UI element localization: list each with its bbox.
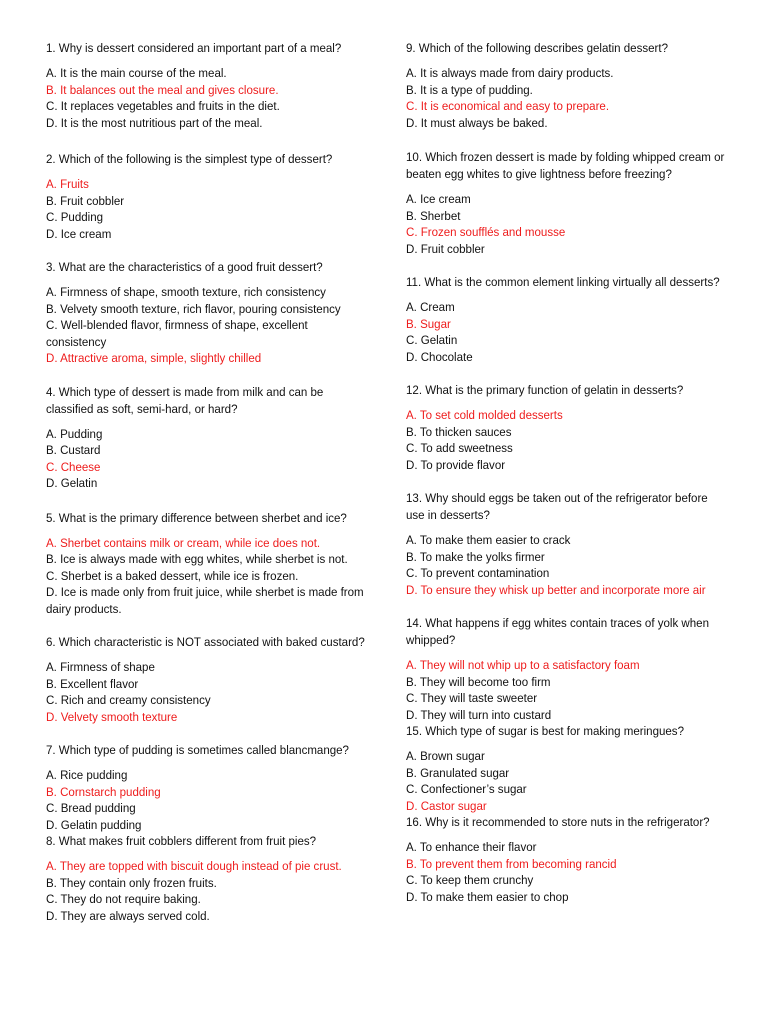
answer-option: C. Rich and creamy consistency (46, 693, 211, 707)
question-3 (46, 259, 364, 367)
answer-option-correct: A. Fruits (46, 177, 89, 191)
answer-option-correct: A. They will not whip up to a satisfactory foam (406, 658, 640, 672)
answer-option: C. They do not require baking. (46, 892, 201, 906)
question-text: 16. Why is it recommended to store nuts in the refrigerator? (406, 815, 710, 829)
question-11 (406, 274, 724, 365)
answer-option: C. Sherbet is a baked dessert, while ice is frozen. (46, 568, 299, 583)
answer-option: D. Gelatin pudding (46, 817, 142, 832)
question-2 (46, 151, 364, 242)
answer-option-correct: A. Sherbet contains milk or cream, while ice does not. (46, 535, 321, 550)
answer-option: D. It is the most nutritious part of the meal. (46, 115, 263, 130)
left-column (46, 40, 364, 924)
answer-option-correct: B. Cornstarch pudding (46, 784, 161, 799)
answer-option: D. Fruit cobbler (406, 241, 485, 256)
answer-option: C. It replaces vegetables and fruits in the diet. (46, 99, 280, 113)
answer-option: A. Firmness of shape (46, 660, 155, 674)
right-column (406, 40, 724, 905)
question-6 (46, 634, 364, 725)
question-14 (406, 615, 724, 723)
answer-option: B. Sherbet (406, 208, 461, 223)
answer-option: A. To enhance their flavor (406, 840, 537, 854)
question-4 (46, 384, 364, 492)
answer-option: C. Confectioner’s sugar (406, 782, 527, 796)
question-text: 9. Which of the following describes gelatin dessert? (406, 41, 668, 55)
question-text: 8. What makes fruit cobblers different from fruit pies? (46, 834, 317, 848)
answer-option-correct: D. Castor sugar (406, 798, 487, 813)
answer-option: B. To make the yolks firmer (406, 549, 545, 564)
answer-option-correct: D. Velvety smooth texture (46, 709, 178, 724)
answer-option: B. Fruit cobbler (46, 193, 125, 208)
question-8 (46, 833, 364, 924)
answer-option-correct: A. They are topped with biscuit dough instead of pie crust. (46, 859, 342, 873)
question-text: 12. What is the primary function of gelatin in desserts? (406, 383, 684, 397)
answer-option: A. Pudding (46, 426, 103, 441)
answer-option: C. They will taste sweeter (406, 691, 538, 705)
answer-option: A. Ice cream (406, 192, 471, 206)
answer-option: A. Brown sugar (406, 749, 485, 763)
answer-option: C. Bread pudding (46, 801, 136, 815)
question-12 (406, 382, 724, 473)
answer-option: D. They will turn into custard (406, 707, 552, 722)
question-text: 15. Which type of sugar is best for making meringues? (406, 724, 684, 738)
answer-option: D. To make them easier to chop (406, 889, 569, 904)
question-text: 5. What is the primary difference between sherbet and ice? (46, 510, 347, 525)
question-9 (406, 40, 724, 131)
answer-option-correct: C. It is economical and easy to prepare. (406, 99, 610, 113)
answer-option: A. It is always made from dairy products. (406, 66, 614, 80)
answer-option: D. It must always be baked. (406, 115, 548, 130)
answer-option-correct: B. To prevent them from becoming rancid (406, 856, 617, 871)
answer-option: B. Velvety smooth texture, rich flavor, pouring consistency (46, 301, 341, 316)
question-10 (406, 149, 724, 257)
answer-option: D. Ice is made only from fruit juice, while sherbet is made from dairy products. (46, 585, 364, 616)
answer-option: A. It is the main course of the meal. (46, 66, 227, 80)
question-5 (46, 510, 364, 618)
answer-option: B. They contain only frozen fruits. (46, 875, 217, 890)
answer-option-correct: B. It balances out the meal and gives closure. (46, 82, 279, 97)
answer-option: A. Firmness of shape, smooth texture, rich consistency (46, 285, 326, 299)
answer-option: D. Ice cream (46, 226, 112, 241)
answer-option-correct: C. Cheese (46, 459, 101, 474)
question-text: 4. Which type of dessert is made from milk and can be classified as soft, semi-hard, or hard? (46, 384, 324, 416)
answer-option: D. They are always served cold. (46, 908, 210, 923)
question-text: 11. What is the common element linking virtually all desserts? (406, 275, 720, 289)
question-text: 3. What are the characteristics of a good fruit dessert? (46, 260, 323, 274)
question-text: 2. Which of the following is the simplest type of dessert? (46, 152, 333, 166)
question-text: 7. Which type of pudding is sometimes called blancmange? (46, 743, 349, 757)
question-7 (46, 742, 364, 833)
answer-option: C. Well-blended flavor, firmness of shape, excellent consistency (46, 318, 308, 349)
answer-option: C. To add sweetness (406, 441, 513, 455)
question-1 (46, 40, 364, 131)
question-16 (406, 814, 724, 905)
answer-option-correct: A. To set cold molded desserts (406, 408, 563, 422)
question-15 (406, 723, 724, 814)
answer-option: A. To make them easier to crack (406, 533, 571, 547)
answer-option-correct: C. Frozen soufflés and mousse (406, 225, 566, 239)
answer-option: B. Custard (46, 443, 101, 457)
answer-option: B. It is a type of pudding. (406, 82, 533, 97)
question-text: 13. Why should eggs be taken out of the refrigerator before use in desserts? (406, 491, 708, 522)
answer-option: B. Granulated sugar (406, 765, 510, 780)
answer-option: C. Gelatin (406, 333, 458, 347)
answer-option: C. To prevent contamination (406, 566, 550, 580)
answer-option-correct: B. Sugar (406, 316, 451, 331)
answer-option: D. Chocolate (406, 349, 473, 364)
question-text: 1. Why is dessert considered an important part of a meal? (46, 41, 342, 55)
answer-option: C. Pudding (46, 210, 104, 224)
answer-option: B. Excellent flavor (46, 676, 139, 691)
question-text: 10. Which frozen dessert is made by folding whipped cream or beaten egg whites to give lightness before freezing? (406, 150, 725, 181)
answer-option: D. Gelatin (46, 476, 98, 490)
answer-option: B. They will become too firm (406, 674, 551, 689)
answer-option: A. Rice pudding (46, 768, 128, 782)
question-text: 14. What happens if egg whites contain traces of yolk when whipped? (406, 616, 709, 647)
answer-option: B. To thicken sauces (406, 424, 512, 439)
answer-option: D. To provide flavor (406, 457, 506, 472)
answer-option: C. To keep them crunchy (406, 873, 534, 887)
question-13 (406, 490, 724, 598)
answer-option: A. Cream (406, 300, 455, 314)
question-text: 6. Which characteristic is NOT associated with baked custard? (46, 635, 365, 649)
answer-option-correct: D. Attractive aroma, simple, slightly chilled (46, 351, 262, 365)
answer-option: B. Ice is always made with egg whites, while sherbet is not. (46, 552, 348, 566)
answer-option-correct: D. To ensure they whisk up better and incorporate more air (406, 582, 706, 597)
